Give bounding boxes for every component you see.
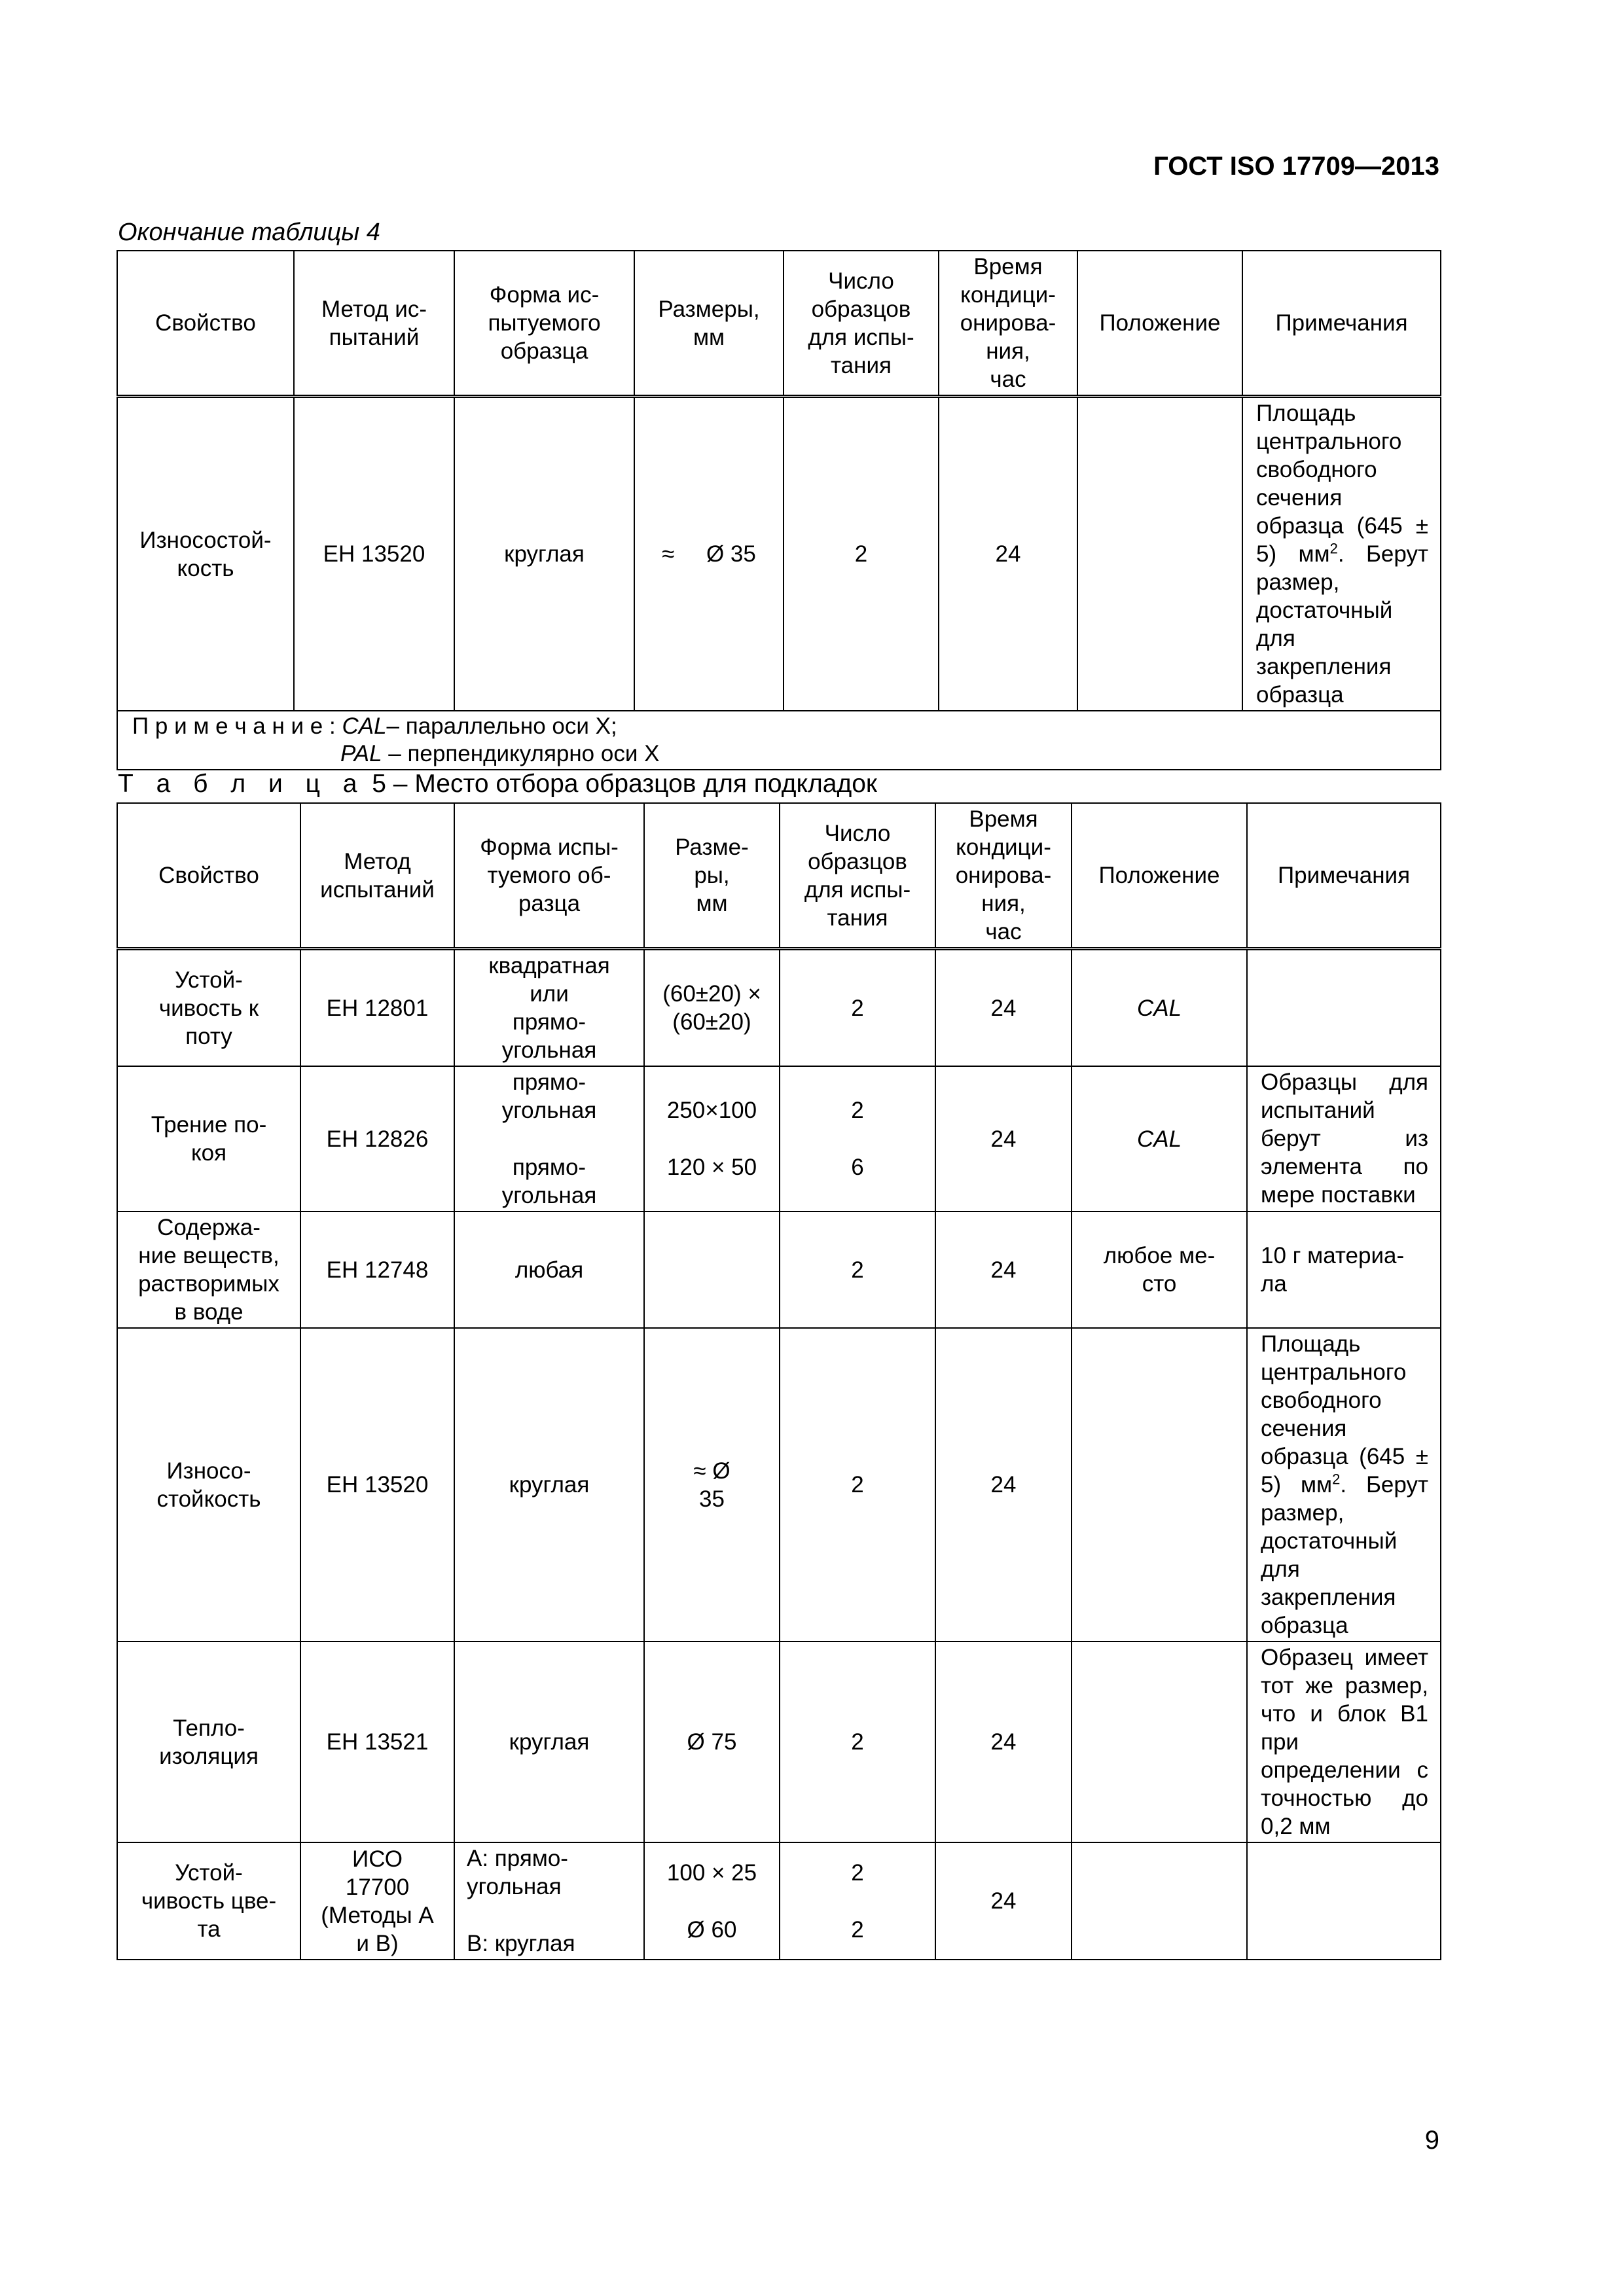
- notes-text-rest: . Берут размер, достаточный для закрепления образца: [1261, 1472, 1428, 1638]
- cell-method: ИСО 17700 (Методы А и В): [300, 1842, 454, 1960]
- table5-caption: [118, 770, 877, 798]
- column-header: Время кондици- онирова- ния, час: [939, 251, 1077, 397]
- table-header-row: [117, 251, 1441, 397]
- notes-text-rest: . Берут размер, достаточный для закрепления образца: [1256, 541, 1428, 708]
- superscript: 2: [1329, 540, 1338, 557]
- cell-property: Содержа- ние веществ, растворимых в воде: [117, 1211, 300, 1328]
- cell-count: 2: [784, 397, 939, 711]
- cell-time: 24: [935, 1211, 1072, 1328]
- cell-count: 2: [780, 1211, 935, 1328]
- cell-count: [780, 1842, 935, 1960]
- cell-position: [1072, 1328, 1247, 1641]
- footnote-cal-text: – параллельно оси X;: [386, 713, 617, 739]
- document-code: ГОСТ ISO 17709—2013: [1153, 152, 1439, 181]
- table-row: [117, 1328, 1441, 1641]
- cell-notes: [1247, 949, 1441, 1067]
- cell-property: Трение по- коя: [117, 1066, 300, 1211]
- cell-shape: круглая: [454, 397, 634, 711]
- cell-method: ЕН 13520: [300, 1328, 454, 1641]
- cell-method: ЕН 13520: [294, 397, 454, 711]
- cell-time: 24: [935, 1842, 1072, 1960]
- cell-size: ≈ Ø 35: [634, 397, 784, 711]
- cell-position: [1072, 1641, 1247, 1842]
- cell-method: ЕН 12826: [300, 1066, 454, 1211]
- notes-text: Площадь центрального свободного сечения образца (645 ± 5) мм: [1256, 401, 1428, 567]
- size-b: Ø 60: [687, 1916, 737, 1943]
- cell-method: ЕН 12748: [300, 1211, 454, 1328]
- cell-position: CAL: [1072, 949, 1247, 1067]
- column-header: Число образцов для испы- тания: [780, 803, 935, 949]
- cell-method: ЕН 12801: [300, 949, 454, 1067]
- column-header: Время кондици- онирова- ния, час: [935, 803, 1072, 949]
- code-cal: CAL: [342, 713, 387, 739]
- cell-property: Износо- стойкость: [117, 1328, 300, 1641]
- shape-a: А: прямо- угольная: [467, 1846, 568, 1899]
- footnote-label: П р и м е ч а н и е :: [132, 713, 336, 739]
- cell-time: 24: [939, 397, 1077, 711]
- page-number: 9: [1424, 2126, 1439, 2155]
- column-header: Положение: [1077, 251, 1242, 397]
- table-footnote-row: [117, 711, 1441, 770]
- cell-position: CAL: [1072, 1066, 1247, 1211]
- cell-notes: Образец имеет тот же размер, что и блок В1 при определении с точностью до 0,2 мм: [1247, 1641, 1441, 1842]
- cell-notes: Образцы для испытаний берут из элемента по мере поставки: [1247, 1066, 1441, 1211]
- cell-count: 2: [780, 1641, 935, 1842]
- cell-count: [780, 1066, 935, 1211]
- cell-count: 2: [780, 949, 935, 1067]
- cell-shape: круглая: [454, 1641, 644, 1842]
- table-row: [117, 1641, 1441, 1842]
- column-header: Примечания: [1247, 803, 1441, 949]
- cell-size: ≈ Ø 35: [644, 1328, 780, 1641]
- code-pal: PAL: [340, 741, 382, 766]
- superscript: 2: [1332, 1471, 1341, 1488]
- footnote-pal-text: – перпендикулярно оси X: [382, 741, 660, 766]
- table5-caption-label: Т а б л и ц а: [118, 770, 365, 798]
- column-header: Свойство: [117, 803, 300, 949]
- cell-property: Износостой- кость: [117, 397, 294, 711]
- cell-notes: [1242, 397, 1441, 711]
- shape-b: В: круглая: [467, 1931, 575, 1956]
- cell-size: [644, 1842, 780, 1960]
- cell-size: (60±20) × (60±20): [644, 949, 780, 1067]
- column-header: Форма испы- туемого об- разца: [454, 803, 644, 949]
- cell-time: 24: [935, 1328, 1072, 1641]
- table-5: [117, 802, 1441, 1960]
- table-row: [117, 1842, 1441, 1960]
- cell-shape: [454, 1066, 644, 1211]
- count-b: 6: [851, 1155, 864, 1180]
- notes-text: Площадь центрального свободного сечения образца (645 ± 5) мм: [1261, 1331, 1428, 1498]
- table4-continuation-caption: Окончание таблицы 4: [118, 219, 380, 246]
- size-a: 100 × 25: [666, 1859, 757, 1886]
- cell-notes: 10 г материа- ла: [1247, 1211, 1441, 1328]
- table-footnote: [117, 711, 1441, 770]
- cell-position: [1077, 397, 1242, 711]
- cell-size: [644, 1211, 780, 1328]
- count-a: 2: [851, 1098, 864, 1123]
- cell-property: Устой- чивость цве- та: [117, 1842, 300, 1960]
- column-header: Свойство: [117, 251, 294, 397]
- cell-time: 24: [935, 949, 1072, 1067]
- cell-time: 24: [935, 1066, 1072, 1211]
- column-header: Разме- ры, мм: [644, 803, 780, 949]
- column-header: Положение: [1072, 803, 1247, 949]
- size-b: 120 × 50: [666, 1155, 757, 1180]
- column-header: Размеры, мм: [634, 251, 784, 397]
- cell-property: Устой- чивость к поту: [117, 949, 300, 1067]
- count-b: 2: [851, 1916, 864, 1943]
- cell-shape: круглая: [454, 1328, 644, 1641]
- column-header: Число образцов для испы- тания: [784, 251, 939, 397]
- cell-position: любое ме- сто: [1072, 1211, 1247, 1328]
- cell-shape: любая: [454, 1211, 644, 1328]
- cell-shape: [454, 1842, 644, 1960]
- column-header: Метод испытаний: [300, 803, 454, 949]
- table-4-end: [117, 250, 1441, 770]
- cell-method: ЕН 13521: [300, 1641, 454, 1842]
- cell-size: Ø 75: [644, 1641, 780, 1842]
- table-row: [117, 397, 1441, 711]
- table-row: [117, 1066, 1441, 1211]
- shape-b: прямо- угольная: [501, 1155, 597, 1208]
- table-header-row: [117, 803, 1441, 949]
- table-row: [117, 949, 1441, 1067]
- column-header: Форма ис- пытуемого образца: [454, 251, 634, 397]
- column-header: Примечания: [1242, 251, 1441, 397]
- column-header: Метод ис- пытаний: [294, 251, 454, 397]
- shape-a: прямо- угольная: [501, 1069, 597, 1123]
- size-a: 250×100: [666, 1098, 757, 1123]
- cell-position: [1072, 1842, 1247, 1960]
- cell-notes: [1247, 1842, 1441, 1960]
- cell-time: 24: [935, 1641, 1072, 1842]
- cell-shape: квадратная или прямо- угольная: [454, 949, 644, 1067]
- cell-notes: [1247, 1328, 1441, 1641]
- count-a: 2: [851, 1859, 864, 1886]
- table5-caption-text: 5 – Место отбора образцов для подкладок: [365, 770, 877, 798]
- cell-property: Тепло- изоляция: [117, 1641, 300, 1842]
- cell-size: [644, 1066, 780, 1211]
- cell-count: 2: [780, 1328, 935, 1641]
- table-row: [117, 1211, 1441, 1328]
